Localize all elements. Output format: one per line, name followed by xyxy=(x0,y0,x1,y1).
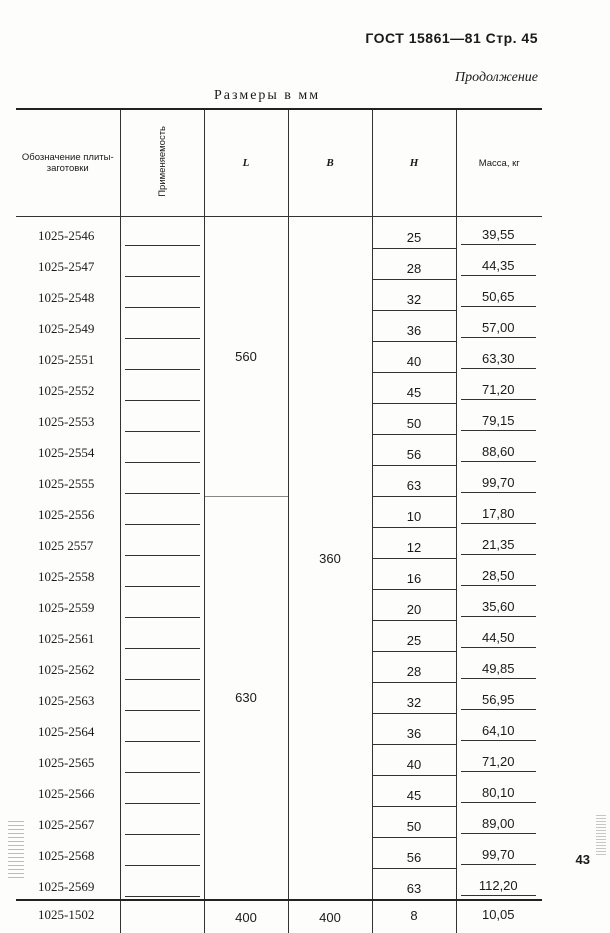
cell-designation: 1025-2548 xyxy=(16,279,120,310)
col-header-designation: Обозначение плиты-заготовки xyxy=(16,109,120,217)
applicability-blank-line xyxy=(125,368,200,370)
cell-mass-value: 57,00 xyxy=(461,320,537,338)
cell-designation: 1025 2557 xyxy=(16,527,120,558)
cell-mass xyxy=(456,403,542,434)
cell-mass xyxy=(456,900,542,933)
cell-applicability xyxy=(120,589,204,620)
cell-mass xyxy=(456,713,542,744)
applicability-blank-line xyxy=(125,802,200,804)
cell-designation: 1025-2556 xyxy=(16,496,120,527)
cell-designation: 1025-2554 xyxy=(16,434,120,465)
binding-mark-right xyxy=(596,815,606,855)
cell-designation: 1025-2558 xyxy=(16,558,120,589)
cell-H: 56 xyxy=(372,837,456,868)
cell-H: 45 xyxy=(372,372,456,403)
cell-designation: 1025-2546 xyxy=(16,217,120,249)
cell-mass-value: 44,35 xyxy=(461,258,537,276)
applicability-blank-line xyxy=(125,585,200,587)
cell-mass xyxy=(456,341,542,372)
continuation-label: Продолжение xyxy=(455,70,538,86)
cell-applicability xyxy=(120,620,204,651)
applicability-blank-line xyxy=(125,833,200,835)
cell-applicability xyxy=(120,341,204,372)
cell-designation: 1025-2563 xyxy=(16,682,120,713)
dimensions-caption: Размеры в мм xyxy=(214,88,320,104)
cell-H: 12 xyxy=(372,527,456,558)
cell-H: 40 xyxy=(372,744,456,775)
cell-mass-value: 79,15 xyxy=(461,413,537,431)
cell-designation: 1025-2552 xyxy=(16,372,120,403)
cell-H: 36 xyxy=(372,310,456,341)
page-number: 43 xyxy=(576,852,590,867)
cell-applicability xyxy=(120,806,204,837)
cell-mass-value: 10,05 xyxy=(461,907,537,924)
cell-applicability xyxy=(120,558,204,589)
cell-applicability xyxy=(120,403,204,434)
cell-applicability xyxy=(120,496,204,527)
table-header-row xyxy=(16,109,542,217)
cell-H: 36 xyxy=(372,713,456,744)
cell-applicability xyxy=(120,713,204,744)
cell-mass-value: 64,10 xyxy=(461,723,537,741)
cell-designation: 1025-2569 xyxy=(16,868,120,900)
cell-mass xyxy=(456,868,542,900)
cell-applicability xyxy=(120,372,204,403)
cell-designation: 1025-2555 xyxy=(16,465,120,496)
cell-mass-value: 39,55 xyxy=(461,227,537,245)
applicability-blank-line xyxy=(125,461,200,463)
cell-H: 25 xyxy=(372,620,456,651)
binding-mark-left xyxy=(8,818,24,878)
cell-designation: 1025-2551 xyxy=(16,341,120,372)
cell-mass xyxy=(456,372,542,403)
cell-designation: 1025-2547 xyxy=(16,248,120,279)
cell-designation: 1025-2559 xyxy=(16,589,120,620)
cell-applicability xyxy=(120,837,204,868)
cell-H: 28 xyxy=(372,248,456,279)
cell-mass xyxy=(456,496,542,527)
dimensions-table xyxy=(16,108,542,933)
cell-designation: 1025-2568 xyxy=(16,837,120,868)
cell-mass-value: 80,10 xyxy=(461,785,537,803)
applicability-blank-line xyxy=(125,523,200,525)
cell-mass xyxy=(456,465,542,496)
cell-mass-value: 89,00 xyxy=(461,816,537,834)
cell-designation: 1025-2561 xyxy=(16,620,120,651)
cell-mass-value: 35,60 xyxy=(461,599,537,617)
cell-applicability xyxy=(120,310,204,341)
applicability-blank-line xyxy=(125,554,200,556)
cell-designation: 1025-2565 xyxy=(16,744,120,775)
col-header-mass: Масса, кг xyxy=(456,109,542,217)
col-header-applicability xyxy=(120,109,204,217)
cell-mass xyxy=(456,217,542,249)
cell-H: 56 xyxy=(372,434,456,465)
cell-H: 20 xyxy=(372,589,456,620)
cell-H: 25 xyxy=(372,217,456,249)
cell-L-group: 400 xyxy=(204,900,288,933)
cell-mass-value: 44,50 xyxy=(461,630,537,648)
col-header-B: B xyxy=(288,109,372,217)
col-header-applicability-label: Применяемость xyxy=(157,126,168,197)
applicability-blank-line xyxy=(125,275,200,277)
cell-designation: 1025-1502 xyxy=(16,900,120,933)
applicability-blank-line xyxy=(125,709,200,711)
cell-mass-value: 71,20 xyxy=(461,754,537,772)
cell-designation: 1025-2553 xyxy=(16,403,120,434)
cell-applicability xyxy=(120,900,204,933)
cell-mass-value: 99,70 xyxy=(461,847,537,865)
cell-mass xyxy=(456,775,542,806)
cell-designation: 1025-2564 xyxy=(16,713,120,744)
cell-H: 8 xyxy=(372,900,456,933)
cell-designation: 1025-2567 xyxy=(16,806,120,837)
applicability-blank-line xyxy=(125,430,200,432)
cell-B-group: 360 xyxy=(288,217,372,901)
table-row xyxy=(16,217,542,249)
cell-mass xyxy=(456,744,542,775)
applicability-blank-line xyxy=(125,492,200,494)
cell-applicability xyxy=(120,682,204,713)
col-header-L: L xyxy=(204,109,288,217)
applicability-blank-line xyxy=(125,864,200,866)
cell-H: 50 xyxy=(372,806,456,837)
cell-mass xyxy=(456,527,542,558)
cell-applicability xyxy=(120,248,204,279)
cell-mass xyxy=(456,248,542,279)
standard-header: ГОСТ 15861—81 Стр. 45 xyxy=(365,30,538,46)
applicability-blank-line xyxy=(125,771,200,773)
cell-applicability xyxy=(120,217,204,249)
cell-designation: 1025-2549 xyxy=(16,310,120,341)
cell-mass-value: 21,35 xyxy=(461,537,537,555)
applicability-blank-line xyxy=(125,616,200,618)
cell-mass xyxy=(456,279,542,310)
cell-mass-value: 50,65 xyxy=(461,289,537,307)
applicability-blank-line xyxy=(125,244,200,246)
cell-mass xyxy=(456,434,542,465)
cell-mass-value: 49,85 xyxy=(461,661,537,679)
cell-mass xyxy=(456,682,542,713)
cell-mass xyxy=(456,806,542,837)
cell-applicability xyxy=(120,775,204,806)
applicability-blank-line xyxy=(125,306,200,308)
cell-H: 32 xyxy=(372,682,456,713)
cell-applicability xyxy=(120,279,204,310)
cell-mass-value: 71,20 xyxy=(461,382,537,400)
cell-H: 40 xyxy=(372,341,456,372)
cell-mass xyxy=(456,651,542,682)
col-header-H: H xyxy=(372,109,456,217)
cell-mass-value: 17,80 xyxy=(461,506,537,524)
applicability-blank-line xyxy=(125,647,200,649)
cell-H: 10 xyxy=(372,496,456,527)
applicability-blank-line xyxy=(125,337,200,339)
table-body xyxy=(16,217,542,933)
cell-mass xyxy=(456,558,542,589)
cell-H: 63 xyxy=(372,465,456,496)
applicability-blank-line xyxy=(125,399,200,401)
cell-applicability xyxy=(120,465,204,496)
cell-applicability xyxy=(120,527,204,558)
cell-mass-value: 88,60 xyxy=(461,444,537,462)
applicability-blank-line xyxy=(125,678,200,680)
cell-mass xyxy=(456,589,542,620)
applicability-blank-line xyxy=(125,895,200,897)
cell-mass-value: 28,50 xyxy=(461,568,537,586)
applicability-blank-line xyxy=(125,740,200,742)
cell-designation: 1025-2562 xyxy=(16,651,120,682)
cell-H: 16 xyxy=(372,558,456,589)
cell-mass-value: 56,95 xyxy=(461,692,537,710)
cell-H: 28 xyxy=(372,651,456,682)
cell-L-group: 630 xyxy=(204,496,288,900)
dimensions-table-wrapper xyxy=(16,108,542,933)
cell-applicability xyxy=(120,868,204,900)
cell-mass-value: 112,20 xyxy=(461,878,537,896)
cell-applicability xyxy=(120,434,204,465)
cell-H: 45 xyxy=(372,775,456,806)
cell-mass-value: 63,30 xyxy=(461,351,537,369)
cell-mass xyxy=(456,837,542,868)
cell-mass-value: 99,70 xyxy=(461,475,537,493)
cell-H: 63 xyxy=(372,868,456,900)
cell-mass xyxy=(456,310,542,341)
cell-L-group: 560 xyxy=(204,217,288,497)
cell-designation: 1025-2566 xyxy=(16,775,120,806)
cell-mass xyxy=(456,620,542,651)
cell-H: 50 xyxy=(372,403,456,434)
cell-applicability xyxy=(120,744,204,775)
cell-applicability xyxy=(120,651,204,682)
table-row xyxy=(16,496,542,527)
table-row xyxy=(16,900,542,933)
cell-B-group: 400 xyxy=(288,900,372,933)
cell-H: 32 xyxy=(372,279,456,310)
